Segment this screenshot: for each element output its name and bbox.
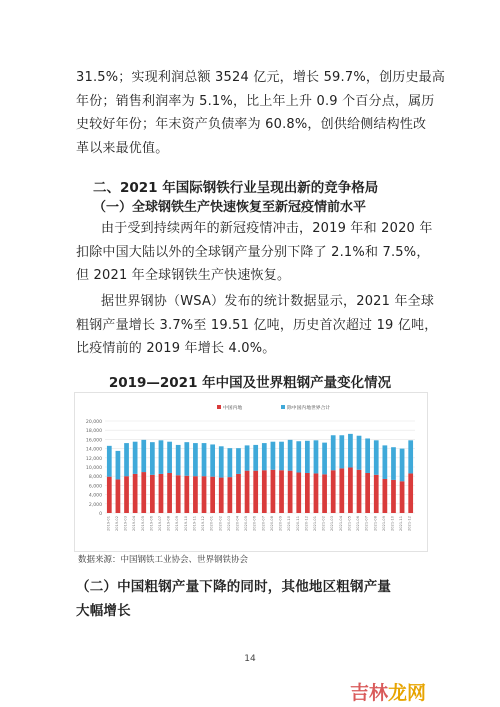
bar-china <box>382 479 387 513</box>
x-tick-label: 2021-03 <box>330 516 335 532</box>
x-tick-label: 2021-07 <box>364 516 369 532</box>
covid-paragraph-line: 扣除中国大陆以外的全球钢产量分别下降了 2.1%和 7.5%， <box>76 244 430 260</box>
x-tick-label: 2020-02 <box>218 516 223 532</box>
wsa-paragraph-line: 据世界钢协（WSA）发布的统计数据显示，2021 年全球 <box>101 294 435 309</box>
bar-rest-of-world <box>167 442 172 473</box>
bar-rest-of-world <box>391 447 396 480</box>
bar-rest-of-world <box>227 448 232 477</box>
legend-swatch <box>217 405 221 409</box>
chart-frame <box>74 392 428 552</box>
covid-paragraph-line: 由于受到持续两年的新冠疫情冲击，2019 年和 2020 年 <box>101 221 433 236</box>
watermark-logo <box>350 678 426 705</box>
bar-china <box>279 470 284 513</box>
bar-rest-of-world <box>193 443 198 476</box>
bar-china <box>227 477 232 513</box>
bar-china <box>150 475 155 513</box>
chart-source: 数据来源：中国钢铁工业协会、世界钢铁协会 <box>78 555 249 565</box>
x-tick-label: 2021-04 <box>338 516 343 532</box>
x-tick-label: 2021-11 <box>399 516 404 532</box>
bar-china <box>124 476 129 513</box>
intro-paragraph-line: 31.5%；实现利润总额 3524 亿元，增长 59.7%，创历史最高 <box>76 70 446 85</box>
x-tick-label: 2021-09 <box>381 516 386 532</box>
bar-rest-of-world <box>339 435 344 468</box>
x-tick-label: 2019-02 <box>114 516 119 532</box>
bar-china <box>133 474 138 513</box>
bar-china <box>202 476 207 513</box>
wsa-paragraph-line: 粗钢产量增长 3.7%至 19.51 亿吨，历史首次超过 19 亿吨， <box>76 317 438 333</box>
bar-china <box>245 471 250 513</box>
bar-rest-of-world <box>141 440 146 472</box>
y-tick-label: 4,000 <box>88 493 102 499</box>
steel-output-chart <box>75 393 427 551</box>
bar-rest-of-world <box>314 440 319 473</box>
bar-china <box>116 479 121 513</box>
y-tick-label: 10,000 <box>85 466 102 471</box>
x-tick-label: 2021-12 <box>407 516 412 532</box>
bar-rest-of-world <box>348 434 353 468</box>
bar-china <box>210 477 215 513</box>
watermark-text-part2: 龙网 <box>388 682 427 704</box>
subsection-two-heading-line: 大幅增长 <box>76 602 131 619</box>
bar-rest-of-world <box>159 440 164 474</box>
bar-china <box>141 472 146 513</box>
bar-rest-of-world <box>202 443 207 476</box>
x-tick-label: 2020-03 <box>226 516 231 532</box>
intro-paragraph-line: 革以来最优值。 <box>76 140 169 156</box>
bar-china <box>262 470 267 513</box>
y-tick-label: 12,000 <box>85 456 102 462</box>
bar-rest-of-world <box>133 442 138 474</box>
bar-china <box>314 473 319 513</box>
x-tick-label: 2020-01 <box>209 516 214 532</box>
bar-rest-of-world <box>245 445 250 470</box>
x-tick-label: 2019-04 <box>132 516 137 532</box>
bar-china <box>193 476 198 513</box>
bar-rest-of-world <box>116 451 121 480</box>
x-tick-label: 2019-08 <box>166 516 171 532</box>
x-tick-label: 2019-11 <box>192 516 197 532</box>
bar-china <box>331 470 336 513</box>
bar-china <box>107 477 112 513</box>
x-tick-label: 2020-04 <box>235 516 240 532</box>
x-tick-label: 2020-12 <box>304 516 309 532</box>
bar-rest-of-world <box>219 446 224 477</box>
bar-rest-of-world <box>357 436 362 470</box>
bar-china <box>167 473 172 513</box>
bar-rest-of-world <box>124 443 129 476</box>
x-tick-label: 2020-10 <box>287 516 292 532</box>
subsection-one-heading: （一）全球钢铁生产快速恢复至新冠疫情前水平 <box>93 200 367 215</box>
bar-rest-of-world <box>408 440 413 473</box>
x-tick-label: 2019-10 <box>183 516 188 532</box>
bar-rest-of-world <box>107 446 112 477</box>
y-tick-label: 18,000 <box>85 429 102 435</box>
bar-rest-of-world <box>296 441 301 472</box>
covid-paragraph-line: 但 2021 年全球钢铁生产快速恢复。 <box>76 268 291 283</box>
legend-swatch <box>281 405 285 409</box>
y-tick-label: 8,000 <box>88 475 102 481</box>
chart-title: 2019—2021 年中国及世界粗钢产量变化情况 <box>108 375 392 391</box>
y-tick-label: 14,000 <box>85 447 102 453</box>
x-tick-label: 2020-09 <box>278 516 283 532</box>
bar-china <box>184 476 189 513</box>
page-number: 14 <box>244 654 256 664</box>
intro-paragraph-line: 史较好年份；年末资产负债率为 60.8%，创供给侧结构性改 <box>76 117 427 132</box>
bar-china <box>408 473 413 513</box>
legend-label: 除中国内地世界合计 <box>287 405 331 411</box>
intro-paragraph-line: 年份；销售利润率为 5.1%，比上年上升 0.9 个百分点，属历 <box>76 93 435 109</box>
bar-china <box>305 473 310 513</box>
bar-rest-of-world <box>400 449 405 482</box>
bar-rest-of-world <box>236 448 241 474</box>
x-tick-label: 2019-05 <box>140 516 145 532</box>
bar-rest-of-world <box>150 442 155 475</box>
x-tick-label: 2020-05 <box>244 516 249 532</box>
bar-china <box>374 475 379 513</box>
y-tick-label: 0 <box>99 512 102 517</box>
bar-rest-of-world <box>288 440 293 471</box>
bar-rest-of-world <box>374 440 379 475</box>
legend-label: 中国内地 <box>223 405 243 411</box>
bar-china <box>253 471 258 513</box>
bar-china <box>271 470 276 513</box>
x-tick-label: 2021-02 <box>321 516 326 532</box>
y-tick-label: 16,000 <box>85 438 102 444</box>
y-tick-label: 2,000 <box>88 502 102 508</box>
bar-china <box>348 467 353 513</box>
bar-rest-of-world <box>262 443 267 470</box>
bar-china <box>400 481 405 513</box>
bar-rest-of-world <box>322 443 327 475</box>
x-tick-label: 2020-08 <box>269 516 274 532</box>
watermark-text-part1: 吉林 <box>350 682 389 704</box>
x-tick-label: 2021-01 <box>312 516 317 532</box>
x-tick-label: 2020-07 <box>261 516 266 532</box>
x-tick-label: 2021-05 <box>347 516 352 532</box>
bar-china <box>296 473 301 513</box>
x-tick-label: 2019-03 <box>123 516 128 532</box>
x-tick-label: 2019-09 <box>175 516 180 532</box>
bar-china <box>339 468 344 513</box>
x-tick-label: 2019-07 <box>157 516 162 532</box>
bar-rest-of-world <box>331 435 336 470</box>
bar-china <box>365 473 370 513</box>
section-two-heading: 二、2021 年国际钢铁行业呈现出新的竞争格局 <box>93 180 379 196</box>
y-tick-label: 20,000 <box>85 420 102 425</box>
x-tick-label: 2021-08 <box>373 516 378 532</box>
x-tick-label: 2020-06 <box>252 516 257 532</box>
bar-rest-of-world <box>279 442 284 471</box>
bar-rest-of-world <box>253 445 258 471</box>
x-tick-label: 2021-10 <box>390 516 395 532</box>
bar-china <box>288 471 293 513</box>
bar-china <box>176 475 181 513</box>
x-tick-label: 2019-01 <box>106 516 111 532</box>
bar-rest-of-world <box>382 445 387 479</box>
bar-rest-of-world <box>305 441 310 473</box>
y-tick-label: 6,000 <box>88 484 102 490</box>
bar-rest-of-world <box>176 445 181 475</box>
x-tick-label: 2019-06 <box>149 516 154 532</box>
x-tick-label: 2019-12 <box>201 516 206 532</box>
bar-china <box>391 480 396 513</box>
bar-china <box>159 474 164 513</box>
bar-china <box>322 474 327 513</box>
subsection-two-heading-line: （二）中国粗钢产量下降的同时，其他地区粗钢产量 <box>76 579 392 595</box>
bar-china <box>236 474 241 513</box>
bar-china <box>219 478 224 513</box>
bar-rest-of-world <box>210 444 215 476</box>
bar-rest-of-world <box>184 442 189 476</box>
x-tick-label: 2021-06 <box>356 516 361 532</box>
x-tick-label: 2020-11 <box>295 516 300 532</box>
bar-rest-of-world <box>365 438 370 472</box>
bar-china <box>357 470 362 513</box>
wsa-paragraph-line: 比疫情前的 2019 年增长 4.0%。 <box>76 341 276 356</box>
bar-rest-of-world <box>271 442 276 470</box>
